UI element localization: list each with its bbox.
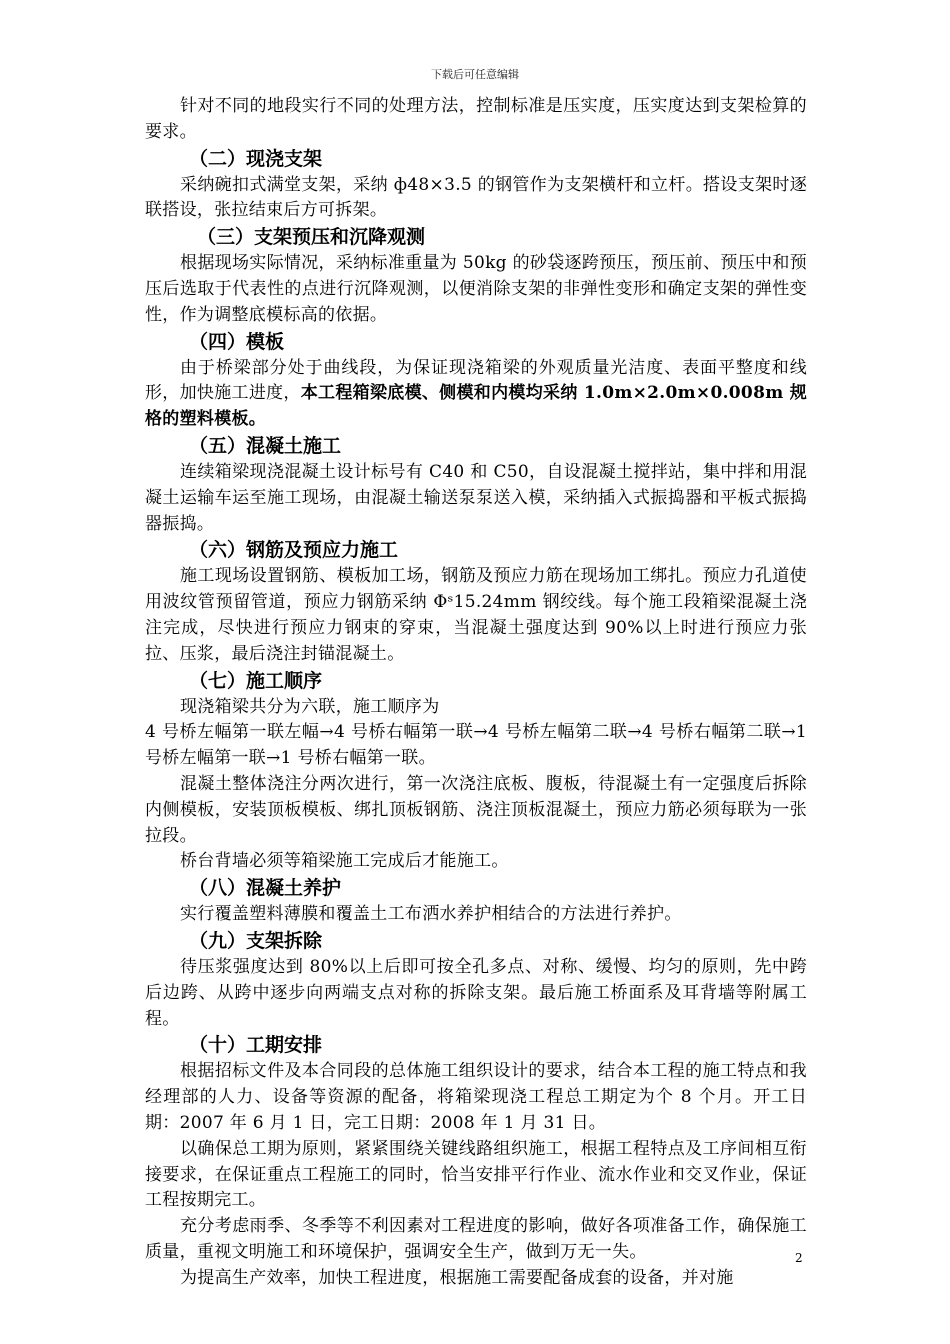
section-heading: （十）工期安排: [189, 1034, 323, 1057]
section-heading: （九）支架拆除: [189, 929, 323, 952]
paragraph: [145, 356, 807, 433]
section-heading: （七）施工顺序: [189, 669, 323, 692]
paragraph: 桥台背墙必须等箱梁施工完成后才能施工。: [180, 851, 509, 872]
paragraph: 根据招标文件及本合同段的总体施工组织设计的要求，结合本工程的施工特点和我经理部的人力、设备等资源的配备，将箱梁现浇工程总工期定为个 8 个月。开工日期：2007 年 6 月 1 日，完工日期：2008 年 1 月 31 日。: [145, 1061, 807, 1133]
paragraph: 施工现场设置钢筋、模板加工场，钢筋及预应力筋在现场加工绑扎。预应力孔道使用波纹管预留管道，预应力钢筋采纳 Φˢ15.24mm 钢绞线。每个施工段箱梁混凝土浇注完成，尽快进行预应力钢束的穿束，当混凝土强度达到 90%以上时进行预应力张拉、压浆，最后浇注封锚混凝土。: [145, 566, 807, 664]
paragraph: 连续箱梁现浇混凝土设计标号有 C40 和 C50，自设混凝土搅拌站，集中拌和用混凝土运输车运至施工现场，由混凝土输送泵泵送入模，采纳插入式振捣器和平板式振捣器振捣。: [145, 461, 807, 534]
page-number: 2: [795, 1251, 803, 1265]
document-body: [145, 94, 807, 1291]
page-header: 下载后可任意编辑: [431, 68, 519, 81]
section-heading: （五）混凝土施工: [189, 434, 342, 457]
paragraph: 实行覆盖塑料薄膜和覆盖土工布洒水养护相结合的方法进行养护。: [180, 904, 682, 925]
section-heading: （八）混凝土养护: [189, 877, 342, 900]
section-heading: （三）支架预压和沉降观测: [197, 226, 426, 249]
section-heading: （二）现浇支架: [189, 147, 323, 170]
paragraph: 待压浆强度达到 80%以上后即可按全孔多点、对称、缓慢、均匀的原则，先中跨后边跨、从跨中逐步向两端支点对称的拆除支架。最后施工桥面系及耳背墙等附属工程。: [145, 956, 807, 1029]
paragraph: 充分考虑雨季、冬季等不利因素对工程进度的影响，做好各项准备工作，确保施工质量，重视文明施工和环境保护，强调安全生产，做到万无一失。: [145, 1216, 807, 1262]
paragraph-text: 由于桥梁部分处于曲线段，为保证现浇箱梁的外观质量光洁度、表面平整度和线形，加快施工进度，: [145, 357, 807, 404]
paragraph: 混凝土整体浇注分两次进行，第一次浇注底板、腹板，待混凝土有一定强度后拆除内侧模板，安装顶板模板、绑扎顶板钢筋、浇注顶板混凝土，预应力筋必须每联为一张拉段。: [145, 773, 807, 846]
paragraph: 为提高生产效率，加快工程进度，根据施工需要配备成套的设备，并对施: [180, 1267, 734, 1288]
paragraph: 根据现场实际情况，采纳标准重量为 50kg 的砂袋逐跨预压，预压前、预压中和预压后选取于代表性的点进行沉降观测，以便消除支架的非弹性变形和确定支架的弹性变性，作为调整底模标高的依据。: [145, 253, 807, 325]
paragraph: 现浇箱梁共分为六联，施工顺序为: [180, 696, 440, 717]
paragraph: 针对不同的地段实行不同的处理方法，控制标准是压实度，压实度达到支架检算的要求。: [145, 96, 807, 142]
paragraph: 4 号桥左幅第一联左幅→4 号桥右幅第一联→4 号桥左幅第二联→4 号桥右幅第二联→1 号桥左幅第一联→1 号桥右幅第一联。: [145, 722, 807, 769]
bold-text: 本工程箱梁底模、侧模和内模均采纳 1.0m×2.0m×0.008m 规格的塑料模板。: [145, 383, 808, 430]
paragraph: 以确保总工期为原则，紧紧围绕关键线路组织施工，根据工程特点及工序间相互衔接要求，在保证重点工程施工的同时，恰当安排平行作业、流水作业和交叉作业，保证工程按期完工。: [145, 1138, 807, 1211]
paragraph: 采纳碗扣式满堂支架，采纳 ф48×3.5 的钢管作为支架横杆和立杆。搭设支架时逐联搭设，张拉结束后方可拆架。: [145, 174, 807, 221]
section-heading: （六）钢筋及预应力施工: [189, 539, 399, 562]
section-heading: （四）模板: [189, 330, 285, 353]
